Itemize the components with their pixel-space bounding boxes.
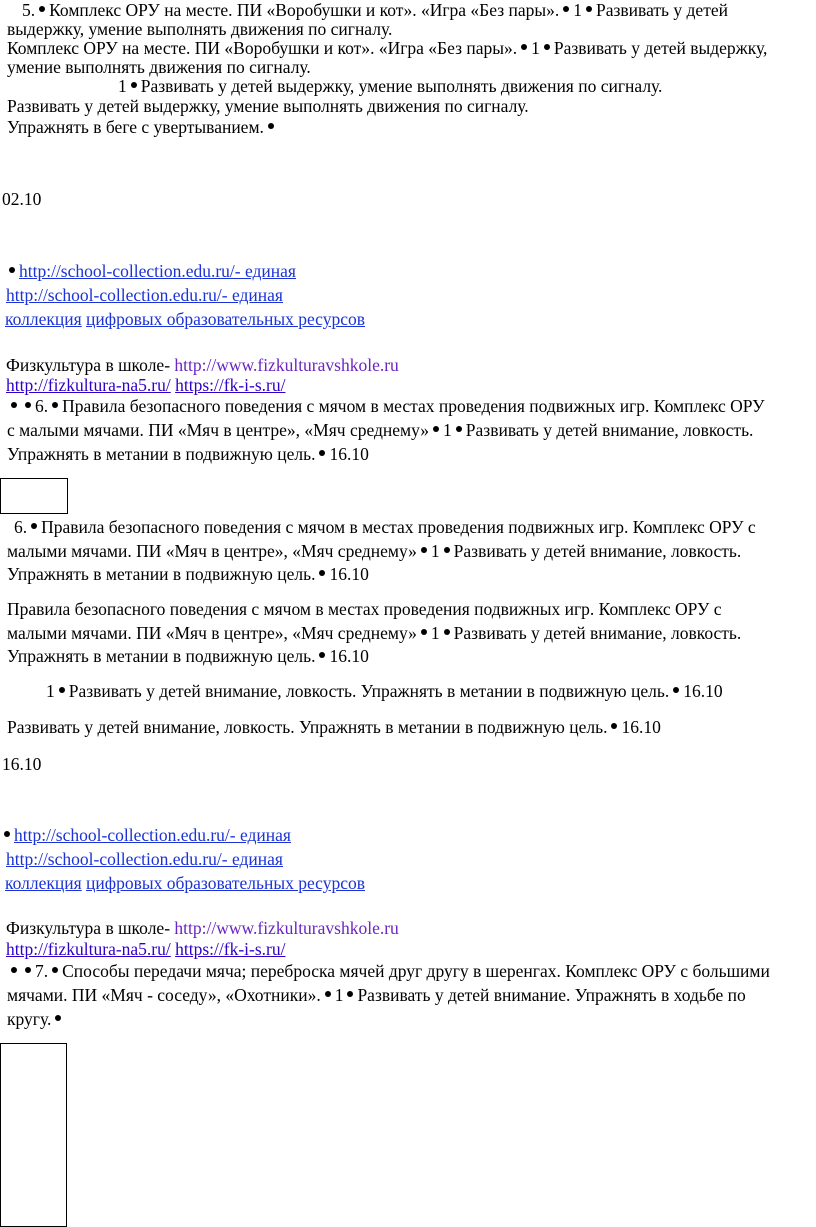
- school-collection-link[interactable]: http://school-collection.edu.ru/- единая: [6, 849, 283, 869]
- block3-line1: 6. Правила безопасного поведения с мячом в местах проведения подвижных игр. Комплекс ОРУ с: [14, 517, 756, 537]
- bullet-icon: [25, 402, 31, 408]
- bullet-icon: [4, 831, 10, 837]
- fizkultura-na5-link[interactable]: http://fizkultura-na5.ru/: [6, 939, 171, 959]
- block1-line4: умение выполнять движения по сигналу.: [7, 57, 311, 77]
- block1-line5: 1 Развивать у детей выдержку, умение выполнять движения по сигналу.: [118, 76, 663, 96]
- bullet-icon: [521, 44, 527, 50]
- block3-line6: Упражнять в метании в подвижную цель. 16.10: [7, 646, 369, 666]
- bullet-icon: [563, 6, 569, 12]
- resource-line1: [5, 263, 296, 281]
- bullet-icon: [9, 267, 15, 273]
- block4-line1: 7. Способы передачи мяча; переброска мячей друг другу в шеренгах. Комплекс ОРУ с большими: [7, 963, 770, 981]
- school-collection-link[interactable]: http://school-collection.edu.ru/- единая: [6, 285, 283, 305]
- date-label: 02.10: [2, 189, 42, 209]
- empty-cell: [0, 478, 68, 514]
- bullet-icon: [11, 967, 17, 973]
- block1-line1: 5. Комплекс ОРУ на месте. ПИ «Воробушки и кот». «Игра «Без пары». 1 Развивать у детей: [22, 0, 728, 20]
- bullet-icon: [586, 6, 592, 12]
- bullet-icon: [347, 991, 353, 997]
- bullet-icon: [421, 547, 427, 553]
- fizkultura-url[interactable]: http://www.fizkulturavshkole.ru: [174, 918, 399, 938]
- block3-line7: 1 Развивать у детей внимание, ловкость. Упражнять в метании в подвижную цель. 16.10: [46, 681, 723, 701]
- bullet-icon: [31, 523, 37, 529]
- fk-i-s-link[interactable]: https://fk-i-s.ru/: [175, 375, 286, 395]
- block1-line2: выдержку, умение выполнять движения по сигналу.: [7, 19, 393, 39]
- date-label: 16.10: [2, 754, 42, 774]
- url-line: [6, 377, 285, 395]
- bullet-icon: [319, 450, 325, 456]
- digital-resources-link[interactable]: цифровых образовательных ресурсов: [86, 309, 365, 329]
- bullet-icon: [55, 1015, 61, 1021]
- resource-line3: [5, 311, 365, 329]
- resource-line3: [5, 875, 365, 893]
- fizkultura-line: Физкультура в школе- http://www.fizkulturavshkole.ru: [6, 355, 399, 375]
- bullet-icon: [319, 652, 325, 658]
- fizkultura-line: Физкультура в школе- http://www.fizkulturavshkole.ru: [6, 918, 399, 938]
- bullet-icon: [444, 547, 450, 553]
- url-line: [6, 941, 285, 959]
- digital-resources-link[interactable]: цифровых образовательных ресурсов: [86, 873, 365, 893]
- bullet-icon: [319, 570, 325, 576]
- bullet-icon: [131, 82, 137, 88]
- bullet-icon: [444, 629, 450, 635]
- block3-line4: Правила безопасного поведения с мячом в местах проведения подвижных игр. Комплекс ОРУ с: [7, 599, 722, 619]
- bullet-icon: [611, 723, 617, 729]
- collection-link[interactable]: коллекция: [5, 309, 82, 329]
- block3-line2: малыми мячами. ПИ «Мяч в центре», «Мяч среднему» 1 Развивать у детей внимание, ловкость.: [7, 541, 742, 561]
- bullet-icon: [268, 123, 274, 129]
- bullet-icon: [421, 629, 427, 635]
- resource-line2: [6, 287, 283, 305]
- school-collection-link[interactable]: http://school-collection.edu.ru/- единая: [19, 261, 296, 281]
- bullet-icon: [433, 426, 439, 432]
- fizkultura-na5-link[interactable]: http://fizkultura-na5.ru/: [6, 375, 171, 395]
- block2-line1: 6. Правила безопасного поведения с мячом в местах проведения подвижных игр. Комплекс ОРУ: [7, 398, 765, 416]
- bullet-icon: [52, 402, 58, 408]
- bullet-icon: [456, 426, 462, 432]
- bullet-icon: [11, 402, 17, 408]
- school-collection-link[interactable]: http://school-collection.edu.ru/- единая: [14, 825, 291, 845]
- bullet-icon: [39, 6, 45, 12]
- block3-line3: Упражнять в метании в подвижную цель. 16.10: [7, 564, 369, 584]
- block3-line5: малыми мячами. ПИ «Мяч в центре», «Мяч среднему» 1 Развивать у детей внимание, ловкость.: [7, 623, 742, 643]
- fk-i-s-link[interactable]: https://fk-i-s.ru/: [175, 939, 286, 959]
- block3-line8: Развивать у детей внимание, ловкость. Упражнять в метании в подвижную цель. 16.10: [7, 717, 661, 737]
- bullet-icon: [25, 967, 31, 973]
- collection-link[interactable]: коллекция: [5, 873, 82, 893]
- bullet-icon: [673, 687, 679, 693]
- block2-line3: Упражнять в метании в подвижную цель. 16.10: [7, 444, 369, 464]
- bullet-icon: [59, 687, 65, 693]
- block1-line7: Упражнять в беге с увертыванием.: [7, 119, 278, 137]
- block2-line2: с малыми мячами. ПИ «Мяч в центре», «Мяч среднему» 1 Развивать у детей внимание, ловкость.: [7, 420, 754, 440]
- bullet-icon: [52, 967, 58, 973]
- block1-line3: Комплекс ОРУ на месте. ПИ «Воробушки и кот». «Игра «Без пары». 1 Развивать у детей выдержку,: [7, 38, 768, 58]
- block4-line3: кругу.: [7, 1011, 65, 1029]
- resource-line2: [6, 851, 283, 869]
- block1-line6: Развивать у детей выдержку, умение выполнять движения по сигналу.: [7, 96, 529, 116]
- empty-cell: [0, 1043, 67, 1227]
- fizkultura-url[interactable]: http://www.fizkulturavshkole.ru: [174, 355, 399, 375]
- block4-line2: мячами. ПИ «Мяч - соседу», «Охотники». 1 Развивать у детей внимание. Упражнять в ходьбе по: [7, 985, 746, 1005]
- resource-line1: [0, 827, 291, 845]
- bullet-icon: [544, 44, 550, 50]
- bullet-icon: [325, 991, 331, 997]
